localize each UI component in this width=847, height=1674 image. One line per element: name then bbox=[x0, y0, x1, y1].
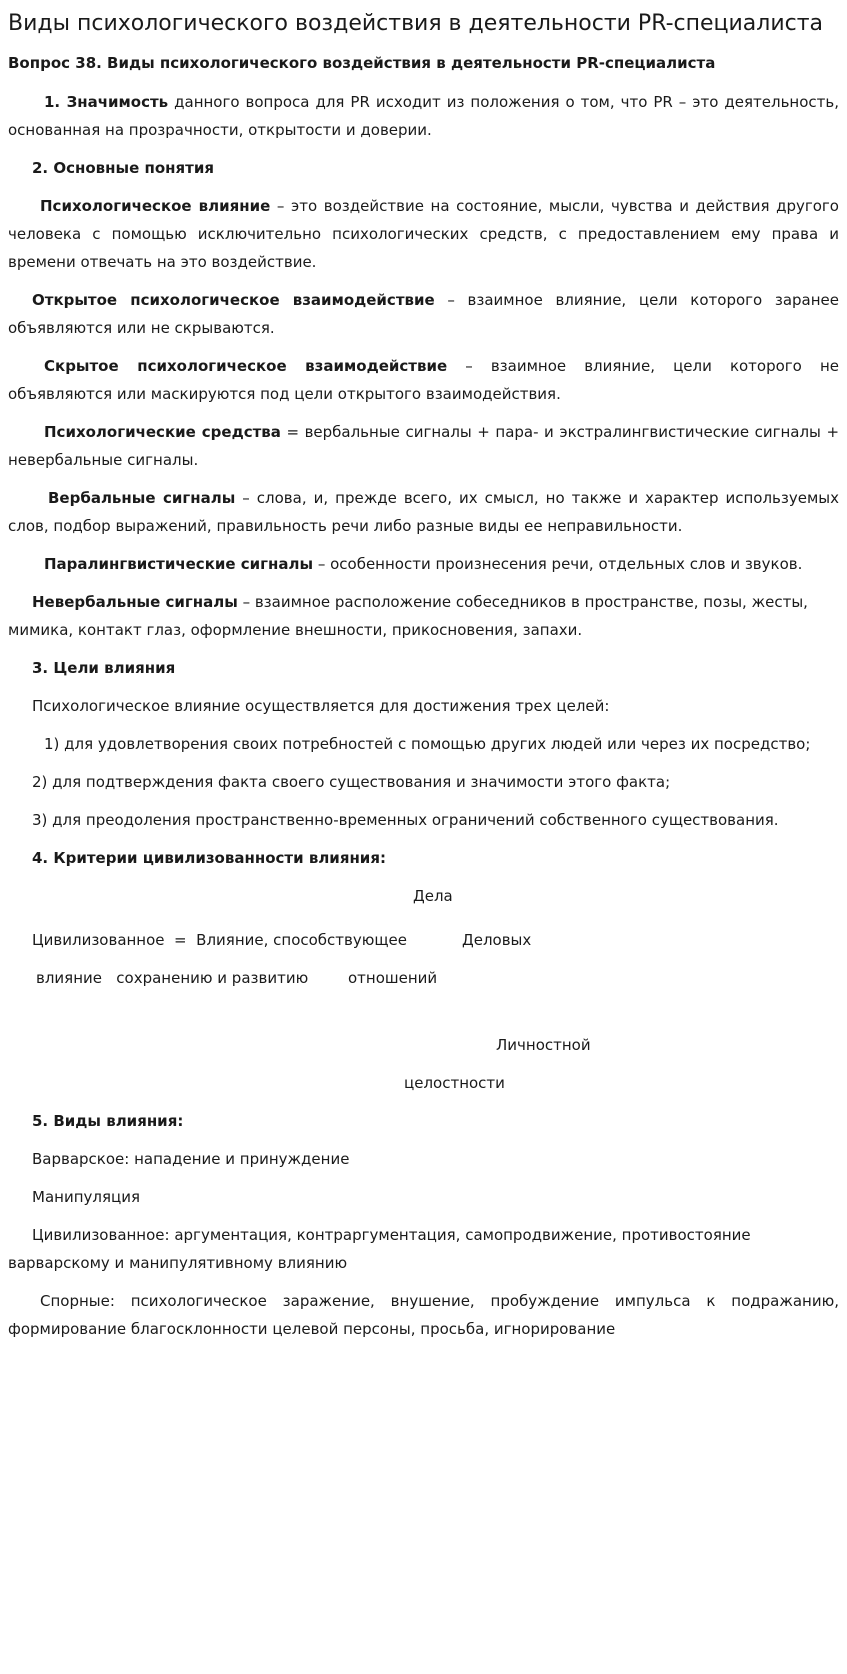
criteria-integrity: целостности bbox=[404, 1074, 505, 1092]
criteria-row2-right: отношений bbox=[348, 969, 438, 987]
goal-item-3: 3) для преодоления пространственно-временных ограничений собственного существования. bbox=[32, 811, 779, 829]
term-definition: = вербальные сигналы + пара- и экстралингвистические сигналы + невербальные сигналы. bbox=[8, 423, 840, 469]
kind-item-2: Манипуляция bbox=[32, 1188, 140, 1206]
document-page bbox=[0, 10, 847, 1674]
term-paralinguistic-signals bbox=[8, 550, 839, 578]
criteria-row2-left: влияние сохранению и развитию bbox=[36, 969, 309, 987]
section-1-text: данного вопроса для PR исходит из положения о том, что PR – это деятельность, основанная на прозрачности, открытости и доверии. bbox=[8, 93, 839, 139]
kind-item-1: Варварское: нападение и принуждение bbox=[32, 1150, 350, 1168]
page-title: Виды психологического воздействия в деятельности PR-специалиста bbox=[8, 11, 824, 36]
term-label: Психологическое влияние bbox=[40, 197, 271, 215]
term-definition: – особенности произнесения речи, отдельных слов и звуков. bbox=[313, 555, 803, 573]
criteria-line-deeds bbox=[8, 882, 839, 910]
term-definition: – это воздействие на состояние, мысли, чувства и действия другого человека с помощью исключительно психологических средств, с предоставлением ему права и времени отвечать на это воздействие. bbox=[8, 197, 839, 271]
term-label: Паралингвистические сигналы bbox=[44, 555, 314, 573]
section-1-lead: 1. Значимость bbox=[44, 93, 169, 111]
term-definition: – взаимное влияние, цели которого не объявляются или маскируются под цели открытого взаимодействия. bbox=[8, 357, 839, 403]
kind-item-4: Спорные: психологическое заражение, внушение, пробуждение импульса к подражанию, формирование благосклонности целевой персоны, просьба, игнорирование bbox=[8, 1292, 839, 1338]
criteria-row1-left: Цивилизованное = Влияние, способствующее bbox=[32, 931, 407, 949]
kind-item-3: Цивилизованное: аргументация, контраргументация, самопродвижение, противостояние варварскому и манипулятивному влиянию bbox=[8, 1226, 751, 1272]
criteria-line-1 bbox=[8, 926, 839, 954]
term-label: Невербальные сигналы bbox=[32, 593, 238, 611]
goal-item-1: 1) для удовлетворения своих потребностей с помощью других людей или через их посредство; bbox=[44, 735, 811, 753]
term-open-interaction bbox=[8, 286, 839, 342]
term-nonverbal-signals bbox=[8, 588, 839, 644]
criteria-line-integrity bbox=[8, 1069, 839, 1097]
term-psych-influence bbox=[8, 192, 839, 276]
section-3-intro: Психологическое влияние осуществляется для достижения трех целей: bbox=[32, 697, 610, 715]
term-label: Скрытое психологическое взаимодействие bbox=[44, 357, 448, 375]
goal-item-2: 2) для подтверждения факта своего существования и значимости этого факта; bbox=[32, 773, 671, 791]
term-verbal-signals bbox=[8, 484, 839, 540]
section-2-heading: 2. Основные понятия bbox=[32, 159, 214, 177]
term-label: Открытое психологическое взаимодействие bbox=[32, 291, 435, 309]
criteria-row1-right: Деловых bbox=[462, 931, 532, 949]
term-definition: – взаимное расположение собеседников в пространстве, позы, жесты, мимика, контакт глаз, оформление внешности, прикосновения, запахи. bbox=[8, 593, 808, 639]
section-4-heading: 4. Критерии цивилизованности влияния: bbox=[32, 849, 386, 867]
term-definition: – взаимное влияние, цели которого заранее объявляются или не скрываются. bbox=[8, 291, 839, 337]
term-label: Вербальные сигналы bbox=[48, 489, 236, 507]
term-hidden-interaction bbox=[8, 352, 839, 408]
term-psych-means bbox=[8, 418, 839, 474]
section-5-heading: 5. Виды влияния: bbox=[32, 1112, 184, 1130]
term-definition: – слова, и, прежде всего, их смысл, но также и характер используемых слов, подбор выражений, правильность речи либо разные виды ее неправильности. bbox=[8, 489, 840, 535]
question-heading: Вопрос 38. Виды психологического воздействия в деятельности PR-специалиста bbox=[8, 54, 716, 72]
criteria-deeds: Дела bbox=[413, 887, 453, 905]
section-1-paragraph bbox=[8, 88, 839, 144]
criteria-personal: Личностной bbox=[496, 1036, 591, 1054]
term-label: Психологические средства bbox=[44, 423, 281, 441]
criteria-line-2 bbox=[8, 964, 839, 992]
section-3-heading: 3. Цели влияния bbox=[32, 659, 176, 677]
criteria-line-personal bbox=[8, 1031, 839, 1059]
